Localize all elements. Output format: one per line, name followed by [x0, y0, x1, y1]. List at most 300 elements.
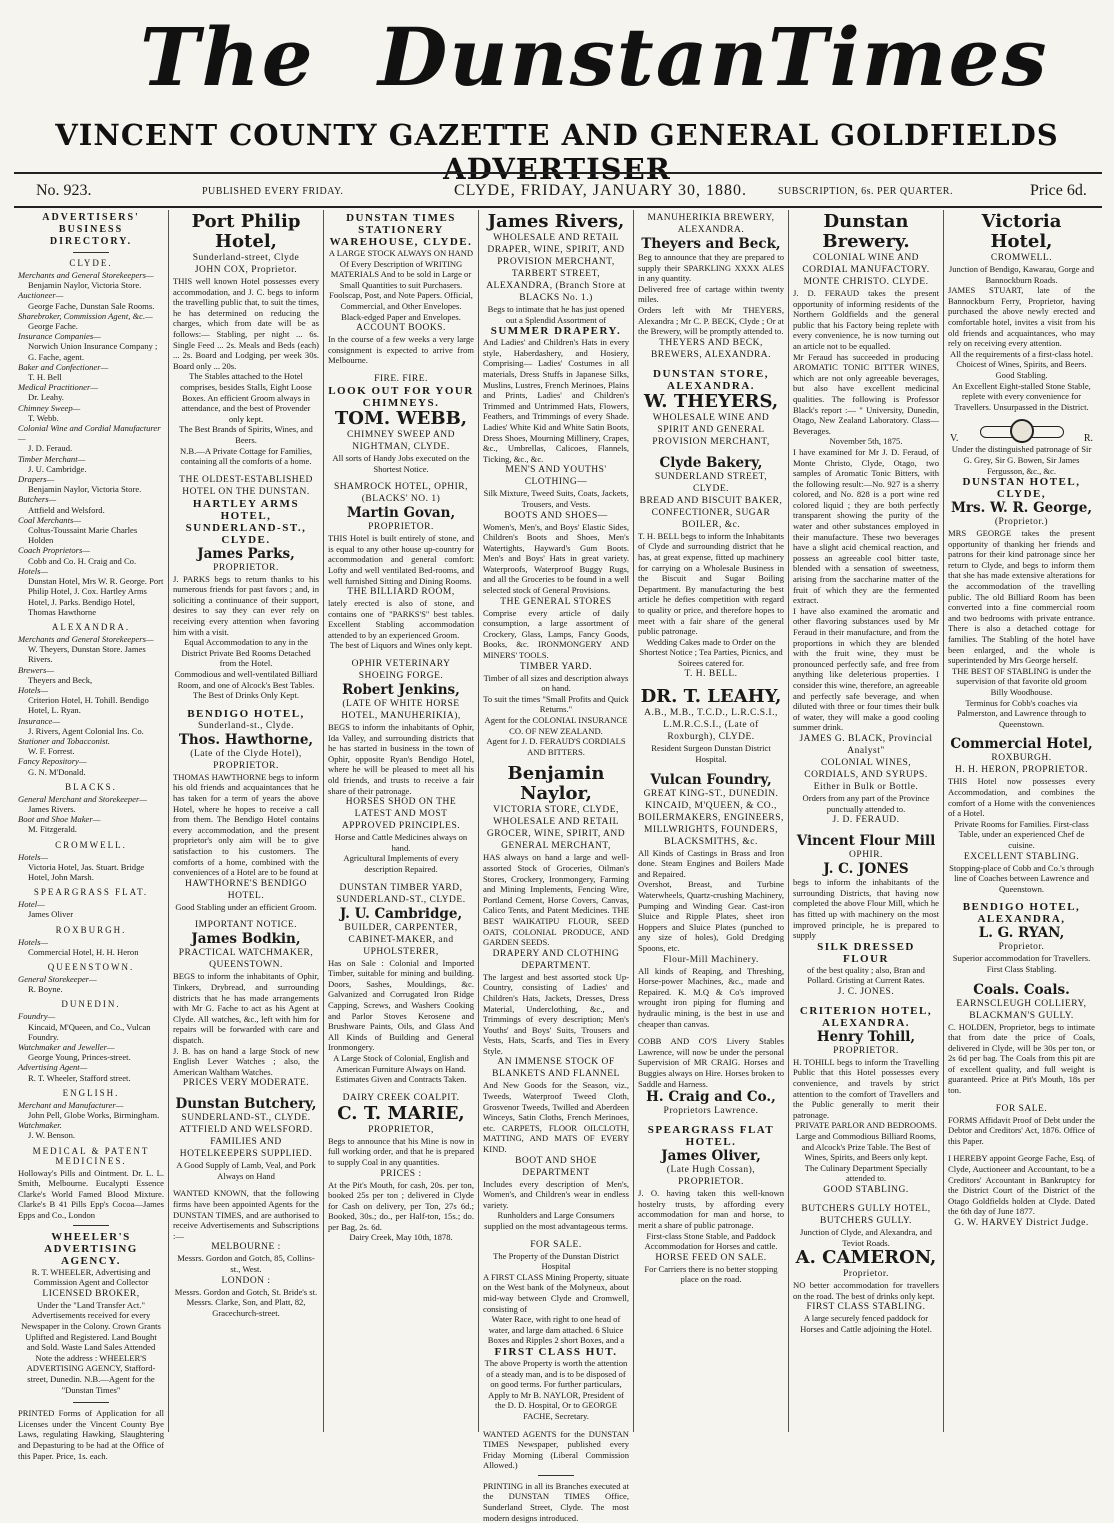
cobb-ad: [638, 1036, 784, 1117]
hut-heading: FIRST CLASS HUT.: [494, 1345, 618, 1358]
hawthorne-groom: Good Stabling under an efficient Groom.: [175, 901, 317, 912]
small-profits: To suit the times "Small Profits and Quick Returns.": [483, 693, 629, 715]
bell-text: T. H. BELL begs to inform the Inhabitants of Clyde and surrounding district that he has, at great expense, fitted up machinery for carrying on a Wholesale Business in the Biscuit and Sugar Boiling Department. By manufacturing the best article he defies competition with regard to quality or price, and therefore hopes to meet with a fair share of the general public patronage.: [638, 530, 784, 637]
directory-town: ROXBURGH.: [55, 924, 127, 935]
speargrass-ad: [638, 1124, 784, 1285]
orders-text: Orders left with Mr THEYERS, Alexandra ; Mr C. P. BECK, Clyde ; Or at the Brewery, will be promptly attended to.: [638, 304, 784, 337]
tohill-sub: PROPRIETOR.: [833, 1045, 899, 1056]
directory-entry: Coal Merchants— Coltus-Toussaint Marie Charles Holden: [18, 514, 138, 546]
subscription: SUBSCRIPTION, 6s. PER QUARTER.: [778, 186, 953, 197]
port-philip-nb: N.B.—A Private Cottage for Families, containing all the comforts of a home.: [180, 445, 312, 467]
stationery-text3: In the course of a few weeks a very large consignment is expected to arrive from Melbourne.: [328, 334, 474, 366]
parks-sub: PROPRIETOR.: [213, 562, 279, 573]
dunstan-hotel-title: DUNSTAN HOTEL, CLYDE,: [962, 476, 1081, 501]
bodkin-text: BEGS to inform the inhabitants of Ophir, Tinkers, Drybread, and surrounding districts that he has made arrangements with Mr G. Fache to act as his Agent at Clyde. All watches, &c., left with him for repairs will be forwarded with care and dispatch.: [173, 971, 319, 1045]
directory-entry: Hotel— James Oliver: [18, 899, 74, 920]
feraud-text3: I have examined for Mr J. D. Feraud, of Monte Christo, Clyde, Otago, two samples of Aromatic Tonic Bitters, with the following result:—No. 927 is a sherry colored, and No. 828 is a port wine red colored liquid ; they are both perfectly transparent showing the purity of the water and other substances employed in their manufacture. These two beverages have a slight acid chemical reaction, and possess an agreeable cool bitter taste, blended with a sensation of sweetness, arising from the saccharine matter of the fruit of which they are the fermented extract.: [793, 446, 939, 606]
good-stabling: GOOD STABLING.: [823, 1185, 909, 1195]
harvey-notice: [948, 1153, 1095, 1229]
wanted-known-text: WANTED KNOWN, that the following firms have been appointed Agents for the DUNSTAN TIMES, and are authorised to receive Advertisements and Subscriptions :—: [173, 1188, 319, 1241]
butchery-names: ATTFIELD AND WELSFORD.: [179, 1125, 313, 1136]
note-text: Note the address : WHEELER'S ADVERTISING AGENCY, Stafford-street, Dunedin. N.B.—Agent for the "Dunstan Times": [26, 1352, 156, 1395]
for-sale-heading: FOR SALE.: [530, 1239, 582, 1250]
liquors-text: The best of Liquors and Wines only kept.: [329, 640, 473, 651]
timber-title: DUNSTAN TIMBER YARD, SUNDERLAND-ST., CLYDE.: [336, 882, 466, 905]
gully-title: BUTCHERS GULLY HOTEL, BUTCHERS GULLY.: [801, 1204, 931, 1226]
forge-ad: [328, 658, 474, 875]
cameron-title: A. CAMERON,: [795, 1247, 937, 1269]
port-philip-text3: The Best Brands of Spirits, Wines, and Beers.: [179, 424, 313, 445]
colliery-sub: EARNSCLEUGH COLLIERY, BLACKMAN'S GULLY.: [956, 998, 1087, 1021]
victoria-junction: Junction of Bendigo, Kawarau, Gorge and Bannockburn Roads.: [948, 264, 1095, 285]
port-philip-text: THIS well known Hotel possesses every accommodation, and J. C. begs to inform the travelling public that, to suit the times, he has determined on reducing the charges, which from date will be as follows:— Stabling, per night ... 6s. Single Feed ... 2s. Meals and Beds (each) ... 2s. Board and Lodging, per week 30s. Board only ... 20s.: [173, 276, 319, 371]
agent-feraud: Agent for J. D. FERAUD'S CORDIALS AND BITTERS.: [486, 736, 626, 757]
masthead-title-dunstan: Dunstan: [378, 10, 770, 104]
medical-heading: MEDICAL & PATENT MEDICINES.: [32, 1145, 150, 1166]
theyers-text: Beg to announce that they are prepared to supply their SPARKLING XXXX ALES in any quantity.: [638, 252, 784, 284]
rivers-text2: And Ladies' and Children's Hats in every style, Haberdashery, and Hosiery, Comprising— Ladies' Costumes in all materials, Dress Stuffs in Japanese Silks, Muslins, Lustres, French Merinoes, Plains and Prints, Ladies' and Children's Trimmed and Untrimmed Hats, Flowers, Feathers, and Trimmings of every Shade. Ladies' White Kid and White Satin Boots, Dress Shoes, Mourning Millinery, Crapes, &c., Umbrellas, Calicoes, Flannels, Ticking, &c., &c.: [483, 337, 629, 464]
jenkins-sub: (LATE OF WHITE HORSE HOTEL, MANUHERIKIA),: [341, 699, 461, 722]
hartley-title: HARTLEY ARMS HOTEL, SUNDERLAND-ST., CLYDE.: [185, 497, 307, 546]
port-philip-title: Port Philip Hotel,: [191, 211, 301, 252]
directory-entry: Butchers— Attfield and Welsford.: [18, 494, 105, 515]
bodkin-text2: J. B. has on hand a large Stock of new English Lever Watches ; also, the American Waltham Watches.: [173, 1045, 319, 1077]
marie-sign: Dairy Creek, May 10th, 1878.: [349, 1232, 453, 1243]
bodkin-ad: [173, 919, 319, 1089]
dateline: [14, 172, 1102, 208]
oliver-text2: First-class Stone Stable, and Paddock Accommodation for Horses and cattle.: [644, 1230, 778, 1252]
directory-entry: Drapers— Benjamin Naylor, Victoria Store.: [18, 474, 142, 495]
butchery-ad: [173, 1096, 319, 1181]
port-philip-text2: The Stables attached to the Hotel comprises, besides Stalls, Eight Loose Boxes. An efficient Groom always in attendance, and the best of Provender only kept.: [180, 371, 312, 424]
port-philip-ad: [173, 212, 319, 467]
directory-entry: Merchants and General Storekeepers— Benjamin Naylor, Victoria Store.: [18, 270, 154, 291]
wheeler-text: R. T. WHEELER, Advertising and Commission Agent and Collector: [31, 1266, 151, 1288]
masthead: [0, 0, 1114, 186]
directory-entry: General Merchant and Storekeeper— James Rivers.: [18, 793, 147, 814]
wheeler-title: WHEELER'S ADVERTISING AGENCY.: [44, 1230, 138, 1267]
tohill-text: H. TOHILL begs to inform the Travelling Public that this Hotel possesses every convenience, and travels by strict attention to the comfort of Travellers and the Public generally to merit their patronage.: [793, 1056, 939, 1120]
govan-sub: PROPRIETOR.: [368, 522, 434, 533]
heron-proprietor: H. H. HERON, PROPRIETOR.: [955, 765, 1088, 776]
bendigo-title: BENDIGO HOTEL, ALEXANDRA,: [962, 901, 1081, 926]
govan-title: Martin Govan,: [346, 505, 456, 522]
heron-stabling: EXCELLENT STABLING.: [963, 851, 1080, 862]
directory-entry: Auctioneer— George Fache, Dunstan Sale Rooms.: [18, 290, 155, 311]
oliver-feed: HORSE FEED ON SALE.: [655, 1252, 767, 1263]
directory-entry: Coach Proprietors— Cobb and Co. H. Craig and Co.: [18, 545, 137, 566]
boot-dept-heading: BOOT AND SHOE DEPARTMENT: [515, 1155, 597, 1178]
directory-entry: Hotels— Dunstan Hotel, Mrs W. R. George. Port Philip Hotel, J. Cox. Hartley Arms Hotel, J. Parks. Bendigo Hotel, Thomas Hawthorne: [18, 565, 164, 617]
bendigo-hotel-ad: [948, 901, 1095, 974]
directory-town: ALEXANDRA.: [51, 621, 131, 632]
parks-text: J. PARKS begs to return thanks to his numerous friends for past favors ; and, in soliciting a continuance of their support, desires to say they can ever rely on receiving every attention when favoring him with a visit.: [173, 573, 319, 637]
naylor-title: Benjamin Naylor,: [507, 763, 605, 805]
dunstan-brewery-ad: [793, 212, 939, 826]
horses-shod: HORSES SHOD ON THE LATEST AND MOST APPROVED PRINCIPLES.: [341, 797, 461, 832]
bakery-sub: SUNDERLAND STREET, CLYDE.: [654, 471, 768, 494]
hut-text: The above Property is worth the attention of a steady man, and is to be disposed of on good terms. For further particulars, Apply to Mr B. NAYLOR, President of the D. D. Hospital, Or to GEORGE FACHE, Secretary.: [484, 1357, 628, 1421]
divider: [73, 252, 109, 253]
leahy-ad: [638, 687, 784, 764]
cambridge-sub: BUILDER, CARPENTER, CABINET-MAKER, and UPHOLSTERER,: [344, 922, 458, 957]
medical-text: Holloway's Pills and Ointment. Dr. L. L. Smith, Melbourne. Eucalypti Essence Clarke's World Famed Blood Mixture. Clarke's B 41 Pills Epp's Cocoa—James Epps and Co., London: [18, 1167, 164, 1220]
heron-text2: Private Rooms for Families. First-class Table, under an experienced Chef de cuisine.: [954, 818, 1089, 850]
price: Price 6d.: [1030, 182, 1087, 199]
cambridge-title: J. U. Cambridge,: [339, 905, 463, 922]
masthead-subtitle: VINCENT COUNTY GAZETTE AND GENERAL GOLDFIELDS ADVERTISER: [55, 118, 1059, 186]
directory-entry: Merchant and Manufacturer— John Pell, Globe Works, Birmingham.: [18, 1099, 160, 1121]
notice-heading: IMPORTANT NOTICE.: [195, 920, 297, 931]
coalpit-title: DAIRY CREEK COALPIT.: [342, 1092, 460, 1103]
divider: [73, 1402, 109, 1403]
drapery-heading: DRAPERY AND CLOTHING DEPARTMENT.: [492, 948, 620, 971]
stuart-text: JAMES STUART, late of the Bannockburn Ferry, Proprietor, having purchased the above newly erected and comfortable hotel, invites a visit from his old friends and acquaintances, who may rely on receiving every attention.: [948, 285, 1095, 349]
directory-entry: Hotels— Commercial Hotel, H. H. Heron: [18, 936, 139, 957]
hawthorne-sub: (Late of the Clyde Hotel), PROPRIETOR.: [190, 748, 302, 771]
masthead-title-the: The: [140, 10, 315, 104]
naylor-ad: [483, 764, 629, 1231]
victoria-hotel-ad: [948, 212, 1095, 412]
vulcan-sub: GREAT KING-ST., DUNEDIN.: [643, 788, 779, 799]
butchery-families: FAMILIES AND HOTELKEEPERS SUPPLIED.: [179, 1137, 313, 1160]
jones-text: begs to inform the inhabitants of the surrounding Districts, that having now completed the above Flour Mill, which he has fitted up with machinery on the most improved principle, he is prepared to supply: [793, 877, 939, 941]
hawthorne-at: HAWTHORNE'S BENDIGO HOTEL.: [184, 878, 308, 901]
george-text: MRS GEORGE takes the present opportunity of thanking her friends and patrons for their kind patronage since her return to Clyde, and begs to inform them that she has made extensive alterations for the accommodation of the travelling public. The old Billiard Room has been converted into a fine commercial room and two bedrooms with private entrance. There is also a detached cottage for families. The Stabling of the hotel have been enlarged, and the whole is superintended by Mrs George herself.: [948, 528, 1095, 666]
cameron-text2: A large securely fenced paddock for Horses and Cattle adjoining the Hotel.: [800, 1313, 932, 1334]
emblem-crown: [1010, 419, 1034, 443]
divider: [73, 1225, 109, 1226]
melbourne-text: Messrs. Gordon and Gotch, 85, Collins-st., West.: [177, 1253, 315, 1275]
tohill-text2: PRIVATE PARLOR AND BEDROOMS. Large and Commodious Billiard Rooms, and Alcock's Prize Table. The Best of Wines, Spirits, and Beers only kept.: [795, 1120, 937, 1163]
oliver-sub: (Late Hugh Cossan), PROPRIETOR.: [666, 1165, 756, 1188]
theyers-beck-title: Theyers and Beck,: [641, 236, 781, 252]
oliver-carriers: For Carriers there is no better stopping place on the road.: [644, 1263, 778, 1285]
jones-text2: of the best quality ; also, Bran and Pollard. Gristing at Current Rates.: [807, 964, 925, 986]
jenkins-text: BEGS to inform the inhabitants of Ophir, Ida Valley, and surrounding districts that he has started in business in the town of Ophir, opposite Ryan's Bendigo Hotel, where he will be pleased to meet all his old friends, and trusts to receive a fair share of their patronage.: [328, 722, 474, 796]
general-stores: THE GENERAL STORES: [500, 596, 612, 607]
agent-insurance: Agent for the COLONIAL INSURANCE CO. OF NEW ZEALAND.: [484, 715, 628, 736]
column-3: [324, 210, 479, 1432]
bakery-ad: [638, 455, 784, 681]
column-2: [169, 210, 324, 1432]
commercial-sub: ROXBURGH.: [991, 753, 1052, 764]
bakery-title: Clyde Bakery,: [659, 454, 763, 471]
harvey-text: I HEREBY appoint George Fache, Esq. of Clyde, Auctioneer and Accountant, to be a Creditors' Accountant in Bankruptcy for the District Court of the District of the Otago Goldfields holden at Clyde. Dated the 6th day of June 1877.: [948, 1153, 1095, 1217]
hospital-sale-ad: [483, 1239, 629, 1422]
jones-title: J. C. JONES: [823, 861, 909, 878]
webb-sub: CHIMNEY SWEEP AND NIGHTMAN, CLYDE.: [346, 429, 456, 452]
directory-entry: Hotels— Criterion Hotel, H. Tohill. Bendigo Hotel, L. Ryan.: [18, 684, 149, 716]
timber-ad: [328, 882, 474, 1085]
hawthorne-text: THOMAS HAWTHORNE begs to inform his old friends and acquaintances that he has taken for a term of years the above Hotel, where he hopes to receive a call from them. The Bendigo Hotel contains every accommodation, and the present proprietor's only aim will be to give satisfaction to his customers. The comforts of a home, combined with the conveniences of a Hotel are to be found at: [173, 771, 319, 878]
flour-mill-machinery: Flour-Mill Machinery.: [663, 954, 759, 965]
bendigo-ad: [173, 708, 319, 913]
royal-emblem-icon: [972, 419, 1072, 445]
melbourne-heading: MELBOURNE :: [211, 1242, 281, 1253]
marie-sub: PROPRIETOR,: [368, 1124, 434, 1135]
feraud-text4: I have also examined the aromatic and other flavoring substances used by Mr Feraud in their manufacture, and from the proportions in which they are blended with the fruit wine, they must be pronounced perfectly safe, and free from anything like deleterious properties. I consider this wine, therefore, an agreeable and perfectly safe beverage, and when diluted with three or four times their bulk of water, they will make a good cooling summer drink.: [793, 605, 939, 733]
account-books: ACCOUNT BOOKS.: [356, 323, 446, 334]
directory-town: SPEARGRASS FLAT.: [33, 887, 149, 898]
bendigo-sub: Sunderland-st., Clyde.: [198, 720, 294, 731]
dunstan-store-ad: [638, 368, 784, 448]
brewery-heading: MANUHERIKIA BREWERY, ALEXANDRA.: [647, 213, 775, 235]
vulcan-title: Vulcan Foundry,: [650, 771, 772, 788]
rivers-sub: WHOLESALE AND RETAIL DRAPER, WINE, SPIRIT, AND PROVISION MERCHANT, TARBERT STREET, ALEXANDRA, (Branch Store at BLACKS No. 1.): [486, 233, 626, 303]
directory-entry: Watchmaker and Jeweller— George Young, Princes-street.: [18, 1042, 131, 1063]
manuherikia-ad: [638, 212, 784, 361]
brewery-title: Dunstan Brewery.: [822, 211, 910, 252]
directory-entry: Advertising Agent— R. T. Wheeler, Stafford street.: [18, 1062, 131, 1083]
commercial-hotel-ad: [948, 736, 1095, 894]
heron-text: THIS Hotel now possesses every Accommodation, and combines the comfort of a Home with the conveniences of a Hotel.: [948, 776, 1095, 819]
forms-text: FORMS Affidavit Proof of Debt under the Debtor and Creditors' Act, 1876. Office of this Paper.: [948, 1114, 1095, 1146]
agents-ad: [173, 1188, 319, 1318]
directory-entry: Hotels— Victoria Hotel, Jas. Stuart. Bridge Hotel, John Marsh.: [18, 851, 145, 882]
criterion-ad: [793, 1005, 939, 1196]
publish-frequency: PUBLISHED EVERY FRIDAY.: [202, 186, 344, 197]
parks-title: James Parks,: [197, 545, 295, 562]
billiard-text: lately erected is also of stone, and contains one of "PARKS'S" best tables. Excellent Stabling accommodation attended to by an experienced Groom.: [328, 598, 474, 640]
boots-heading: BOOTS AND SHOES—: [504, 510, 608, 521]
bell-text2: Wedding Cakes made to Order on the Shortest Notice ; Tea Parties, Picnics, and Soirees catered for.: [639, 636, 783, 668]
bendigo-title: BENDIGO HOTEL,: [187, 707, 305, 720]
directory-entry: Baker and Confectioner— T. H. Bell: [18, 361, 109, 383]
cambridge-text: Has on Sale : Colonial and Imported Timber, suitable for mining and building. Doors, Sashes, Mouldings, &c. Galvanized and Corrugated Iron Ridge Capping, Screws, and Washers Cooking and Parlor Stoves Kerosene and Brushware Paints, Oils, and Glass And All Kinds of Building and General Ironmongery.: [328, 957, 474, 1053]
port-philip-proprietor: JOHN COX, Proprietor.: [194, 265, 298, 275]
heron-text3: Stopping-place of Cobb and Co.'s through line of Coaches between Lawrence and Queenstown.: [949, 862, 1094, 894]
harvey-sign: G. W. HARVEY District Judge.: [954, 1218, 1089, 1228]
water-text: Water Race, with right to one head of water, and large dam attached. 6 Sluice Boxes and Ripples 2 short Boxes, and a: [487, 1314, 625, 1346]
delivered-text: Delivered free of cartage within twenty miles.: [638, 283, 784, 305]
drapery-text: The largest and best assorted stock Up-Country, consisting of Ladies' and Children's Hats, Jackets, Dresses, Dress Material, Underclothing, &c., and Trimmings of every description; Men's Youths' and Boys' Suits, Trousers and Vests, Hats, Scarfs, and Ties in Every Style.: [483, 971, 629, 1056]
directory-entry: Merchants and General Storekeepers— W. Theyers, Dunstan Store. James Rivers.: [18, 633, 154, 665]
naylor-text: HAS always on hand a large and well-assorted Stock of Groceries, Oilman's Stores, Crockery, Ironmongery, Farming and Mining Implements, Fencing Wire, Portland Cement, Horse Covers, Canvas, Calico Tents, and Patent Medicines. THE BEST WAIKATIPU FLOUR, SEED OATS, COLONIAL PRODUCE, AND GARDEN SEEDS.: [483, 852, 629, 948]
marie-title: C. T. MARIE,: [337, 1102, 465, 1124]
george-terminus: Terminus for Cobb's coaches via Palmerston, and Lawrence through to Queenstown.: [956, 697, 1087, 729]
runholders-text: Runholders and Large Consumers supplied on the most advantageous terms.: [484, 1210, 628, 1231]
vulcan-text: All Kinds of Castings in Brass and Iron done. Steam Engines and Boilers Made and Repaired.: [638, 847, 784, 879]
billiard-heading: THE BILLIARD ROOM,: [347, 587, 455, 598]
parks-text2: Equal Accommodation to any in the District Private Bed Rooms Detached from the Hotel.: [181, 637, 311, 669]
clothing-heading: MEN'S AND YOUTHS' CLOTHING—: [505, 465, 607, 488]
tohill-title: Henry Tohill,: [816, 1028, 916, 1045]
cambridge-text2: A Large Stock of Colonial, English and American Furniture Always on Hand.: [333, 1052, 469, 1074]
issue-date: CLYDE, FRIDAY, JANUARY 30, 1880.: [454, 182, 747, 199]
column-4: [479, 210, 634, 1523]
bodkin-sub: PRACTICAL WATCHMAKER, QUEENSTOWN.: [178, 948, 314, 971]
marie-text2: At the Pit's Mouth, for cash, 20s. per ton, booked 25s per ton ; delivered in Clyde for Cash on delivery, per Ton, 27s 6d.; Booked, 30s.; do., per Half-ton, 15s.; do. per Bag, 2s. 6d.: [328, 1179, 474, 1232]
fire-heading: FIRE. FIRE.: [374, 373, 428, 384]
vulcan-text2: Overshot, Breast, and Turbine Waterwheels, Quartz-crushing Machinery, Pumping and Winding Gear. Cast-iron Sluice and Ripple Plates, sheet iron Hoppers and Sluice Plates (punched to any size of holes), Gold Dredging Spoons, etc.: [638, 879, 784, 953]
adverts-text: Advertisements received for every Newspaper in the Colony. Crown Grants Uplifted and Registered. Land Bought and Sold. Waste Land Sales Attended: [21, 1310, 161, 1353]
flour-mill-ad: [793, 833, 939, 998]
feraud-text2: Mr Feraud has succeeded in producing AROMATIC TONIC BITTER WINES, which are not only agreeable beverages, but also have excellent medicinal qualities. The following is Professor Black's report :— " University, Dunedin, Otago, New Zealand Laboratory. Class—Beverages.: [793, 351, 939, 436]
jenkins-title: Robert Jenkins,: [342, 682, 460, 699]
store-title: DUNSTAN STORE, ALEXANDRA.: [653, 367, 769, 392]
stationery-title: DUNSTAN TIMES STATIONERY WAREHOUSE, CLYDE.: [329, 212, 473, 248]
boot-dept-text: Includes every description of Men's, Women's, and Children's wear in endless variety.: [483, 1178, 629, 1210]
printing-text: PRINTING in all its Branches executed at the DUNSTAN TIMES Office, Sunderland Street, Clyde. The most modern designs introduced.: [483, 1480, 629, 1523]
directory-entry: Fancy Repository— G. N. M'Donald.: [18, 756, 87, 777]
victoria-sub: CROMWELL.: [990, 253, 1053, 263]
blankets-heading: AN IMMENSE STOCK OF BLANKETS AND FLANNEL: [492, 1057, 620, 1080]
feraud-text: J. D. FERAUD takes the present opportunity of informing residents of the Northern Goldfields and the general public that his Factory being replete with every convenience, he is now turning out an article not to be equalled.: [793, 288, 939, 351]
oliver-text: J. O. having taken this well-known hostelry trusts, by affording every accommodation for man and horse, to merit a share of public patronage.: [638, 1188, 784, 1230]
vulcan-ad: [638, 772, 784, 1030]
leahy-text: Resident Surgeon Dunstan District Hospital.: [651, 743, 771, 765]
directory-entry: Colonial Wine and Cordial Manufacturer— J. D. Feraud.: [18, 423, 161, 454]
summer-drapery: SUMMER DRAPERY.: [490, 325, 622, 338]
leahy-sub: A.B., M.B., T.C.D., L.R.C.S.I., L.M.R.C.S.I., (Late of Roxburgh), CLYDE.: [644, 708, 778, 743]
column-5: [634, 210, 789, 1432]
parks-text4: The Best of Drinks Only Kept.: [193, 690, 299, 701]
victoria-title: Victoria Hotel,: [981, 211, 1062, 252]
clothing-text: Silk Mixture, Tweed Suits, Coats, Jackets, Trousers, and Vests.: [483, 488, 629, 509]
wtheyers-sub: WHOLESALE WINE AND SPIRIT AND GENERAL PROVISION MERCHANT,: [652, 412, 770, 447]
directory-entry: General Storekeeper— R. Boyne.: [18, 973, 97, 995]
port-philip-sub: Sunderland-street, Clyde: [192, 253, 300, 263]
timber-text: Timber of all sizes and description always on hand.: [483, 672, 629, 694]
rivers-ad: [483, 212, 629, 757]
webb-text: All sorts of Handy Jobs executed on the Shortest Notice.: [332, 452, 470, 474]
craig-sub: Proprietors Lawrence.: [663, 1106, 759, 1117]
prices-heading: PRICES :: [380, 1168, 422, 1179]
holden-text: C. HOLDEN, Proprietor, begs to intimate that from date the price of Coals, delivered in Clyde, will be 30s per ton, or 2s 6d per bag. The Coals from this pit are of excellent quality, and full weight is guaranteed. Price at Pit's Mouth, 18s per ton.: [948, 1021, 1095, 1096]
agri-implements: Agricultural Implements of every description Repaired.: [343, 853, 459, 874]
emblem-v: V.: [950, 433, 959, 445]
kincaid-text: KINCAID, M'QUEEN, & CO., BOILERMAKERS, ENGINEERS, MILLWRIGHTS, FOUNDERS, BLACKSMITHS, &c.: [638, 800, 784, 847]
directory-entry: Insurance Companies— Norwich Union Insurance Company ; G. Fache, agent.: [18, 331, 158, 362]
govan-text: THIS Hotel is built entirely of stone, and is equal to any other house up-country for accommodation and general comfort: Lofty and well ventilated Bed-rooms, and well furnished Sitting and Dining Rooms.: [328, 533, 474, 586]
directory-town: DUNEDIN.: [61, 999, 121, 1010]
theyers-sign: THEYERS AND BECK, BREWERS, ALEXANDRA.: [650, 337, 772, 360]
directory-town: BLACKS.: [65, 781, 117, 792]
directory-entry: Foundry— Kincaid, M'Queen, and Co., Vulcan Foundry.: [18, 1011, 151, 1042]
oliver-title: James Oliver,: [661, 1148, 761, 1165]
hartley-pre: THE OLDEST-ESTABLISHED HOTEL ON THE DUNSTAN.: [179, 474, 313, 497]
forms-ad: [948, 1103, 1095, 1147]
bodkin-prices: PRICES VERY MODERATE.: [182, 1078, 310, 1089]
blankets-text: And New Goods for the Season, viz., Tweeds, Waterproof Tweed Cloth, Grosvenor Tweeds, Twilled and Aberdeen Winceys, Satin Cloths, French Merinoes, etc. CARPETS, FLOOR OILCLOTH, MATTING, AND MATS OF EVERY KIND.: [483, 1080, 629, 1155]
coalpit-ad: [328, 1092, 474, 1243]
licensed-text: Under the "Land Transfer Act.": [37, 1299, 145, 1310]
feraud-date: November 5th, 1875.: [829, 436, 903, 447]
brewery-sub: COLONIAL WINE AND CORDIAL MANUFACTORY. MONTE CHRISTO. CLYDE.: [802, 253, 930, 287]
marie-text: Begs to announce that his Mine is now in full working order, and that he is prepared to supply Coal in any quantities.: [328, 1135, 474, 1167]
mine-text: A FIRST CLASS Mining Property, situate on the West bank of the Molyneux, about mid-way between Clyde and Cromwell, consisting of: [483, 1271, 629, 1314]
directory-entry: Boot and Shoe Maker— M. Fitzgerald.: [18, 814, 101, 835]
silk-flour: SILK DRESSED FLOUR: [817, 940, 915, 965]
cobb-text: COBB AND CO'S Livery Stables Lawrence, will now be under the personal Supervision of MR CRAIG. Horses and Buggies always on Hire. Horses broken to Saddle and Harness.: [638, 1036, 784, 1089]
london-text: Messrs. Gordon and Gotch, St. Bride's st. Messrs. Clarke, Son, and Platt, 82, Gracechurch-street.: [174, 1286, 318, 1318]
timber-yard: TIMBER YARD.: [519, 661, 593, 672]
dunstan-hotel-ad: [948, 444, 1095, 729]
directory-entry: Stationer and Tobacconist. W. F. Forrest.: [18, 735, 111, 757]
rivers-title: James Rivers,: [487, 211, 625, 232]
naylor-sub: VICTORIA STORE, CLYDE, WHOLESALE AND RETAIL GROCER, WINE, SPIRIT, AND GENERAL MERCHANT,: [486, 805, 626, 852]
directory-town: CROMWELL.: [55, 839, 127, 850]
forms-forsale: FOR SALE.: [995, 1103, 1048, 1114]
gully-text: Junction of Clyde, and Alexandra, and Teviot Roads.: [800, 1227, 932, 1248]
rivers-text: Begs to intimate that he has just opened out a Splendid Assortment of: [487, 304, 625, 325]
licensed-broker: LICENSED BROKER,: [42, 1288, 140, 1299]
black-sign: JAMES G. BLACK, Provincial Analyst": [799, 733, 933, 756]
stationery-ad: [328, 212, 474, 366]
masthead-title-times: Times: [768, 10, 1049, 104]
cameron-text: NO better accommodation for travellers on the road. The best of drinks only kept.: [793, 1280, 939, 1301]
london-heading: LONDON :: [221, 1275, 271, 1286]
boots-text: Women's, Men's, and Boys' Elastic Sides, Children's Boots and Shoes, Men's Watertights, Hayward's Gum Boots. Men's and Boys' Hats in great variety. Waterproofs, Waterproof Buggy Rugs, and all the Groceries to be found in a well selected stock of General Provisions.: [483, 521, 629, 596]
directory-entry: Watchmaker. J. W. Benson.: [18, 1120, 76, 1141]
butchery-sub: SUNDERLAND-ST., CLYDE.: [181, 1113, 311, 1124]
jones-sign: J. C. JONES.: [837, 986, 895, 997]
george-sub: (Proprietor.): [994, 517, 1049, 528]
butchers-gully-ad: [793, 1203, 939, 1335]
directory-entry: Sharebroker, Commission Agent, &c.— George Fache.: [18, 310, 153, 332]
directory-entry: Timber Merchant— J. U. Cambridge.: [18, 453, 87, 474]
stationery-text: A LARGE STOCK ALWAYS ON HAND Of Every Description of WRITING MATERIALS And to be sold in Large or Small Quantities to suit Purchasers.: [328, 248, 474, 290]
george-title: Mrs. W. R. George,: [950, 500, 1093, 517]
craig-title: H. Craig and Co.,: [646, 1089, 776, 1106]
directory-entry: Insurance— J. Rivers, Agent Colonial Ins. Co.: [18, 715, 144, 736]
coals-title: Coals. Coals.: [973, 981, 1070, 998]
spear-title: SPEARGRASS FLAT HOTEL.: [647, 1124, 775, 1149]
directory-town: QUEENSTOWN.: [47, 961, 135, 972]
wanted-agents-text: WANTED AGENTS for the DUNSTAN TIMES Newspaper, published every Friday Morning (Liberal Commission Allowed.): [483, 1428, 629, 1471]
directory-entry: Medical Practitioner— Dr. Leahy.: [18, 382, 98, 403]
directory-heading: ADVERTISERS' BUSINESS DIRECTORY.: [42, 212, 140, 247]
bodkin-title: James Bodkin,: [191, 931, 301, 948]
mill-title: Vincent Flour Mill: [796, 833, 936, 850]
column-6: [789, 210, 944, 1432]
columns: [14, 210, 1102, 1523]
wtheyers-title: W. THEYERS,: [643, 390, 779, 412]
coals-ad: [948, 982, 1095, 1096]
directory-town: CLYDE.: [69, 258, 113, 268]
shamrock-title: SHAMROCK HOTEL, OPHIR, (BLACKS' NO. 1): [334, 482, 468, 505]
leahy-title: DR. T. LEAHY,: [640, 686, 782, 708]
chimneys-heading: LOOK OUT FOR YOUR CHIMNEYS.: [328, 384, 474, 409]
criterion-title: CRITERION HOTEL, ALEXANDRA.: [799, 1004, 933, 1029]
shamrock-ad: [328, 481, 474, 651]
horse-medicines: Horse and Cattle Medicines always on hand.: [334, 832, 468, 853]
wheeler-ad: [18, 1231, 164, 1396]
stuart-text2: All the requirements of a first-class hotel. Choicest of Wines, Spirits, and Beers. Good Stabling.: [950, 348, 1093, 380]
hawthorne-title: Thos. Hawthorne,: [178, 731, 314, 748]
directory-town: ENGLISH.: [62, 1087, 120, 1098]
butchery-title: Dunstan Butchery,: [175, 1096, 317, 1113]
forsale-text: The Property of the Dunstan District Hospital: [493, 1250, 619, 1272]
butchery-text: A Good Supply of Lamb, Veal, and Pork Always on Hand: [176, 1160, 316, 1181]
orders-text: Orders from any part of the Province punctually attended to.: [802, 792, 930, 814]
mill-sub: OPHIR.: [849, 850, 883, 861]
printed-forms-text: PRINTED Forms of Application for all Licenses under the Vincent County Bye Laws, regulating Hawking, Slaughtering and Depasturing to be had at the Office of this Paper. Price, 1s. each.: [18, 1408, 164, 1461]
webb-title: TOM. WEBB,: [334, 407, 468, 429]
patronage-text: Under the distinguished patronage of Sir G. Grey, Sir G. Bowen, Sir James Fergusson, &c., &c.: [951, 444, 1092, 476]
commercial-title: Commercial Hotel,: [950, 736, 1093, 753]
hartley-ad: [173, 474, 319, 701]
parks-text3: Commodious and well-ventilated Billiard Room, and one of Alcock's Best Tables.: [174, 669, 318, 690]
vulcan-text3: All kinds of Reaping, and Threshing, Horse-power Machines, &c., made and Repaired. K. M.Q & Co's improved wrought iron piping for fluming and hydraulic mining, is the best in use and cheaper than canvas.: [638, 965, 784, 1029]
divider: [538, 1475, 574, 1476]
bakery-sub2: BREAD AND BISCUIT BAKER, CONFECTIONER, SUGAR BOILER, &c.: [639, 495, 783, 530]
bell-sign: T. H. BELL.: [684, 669, 738, 680]
general-text: Comprise every article of daily consumption, a large assortment of Crockery, Glass, Lamps, Fancy Goods, Books, &c. IRONMONGERY AND MINERS' TOOLS.: [483, 607, 629, 661]
webb-ad: [328, 373, 474, 474]
forge-title: OPHIR VETERINARY SHOEING FORGE.: [351, 659, 451, 682]
